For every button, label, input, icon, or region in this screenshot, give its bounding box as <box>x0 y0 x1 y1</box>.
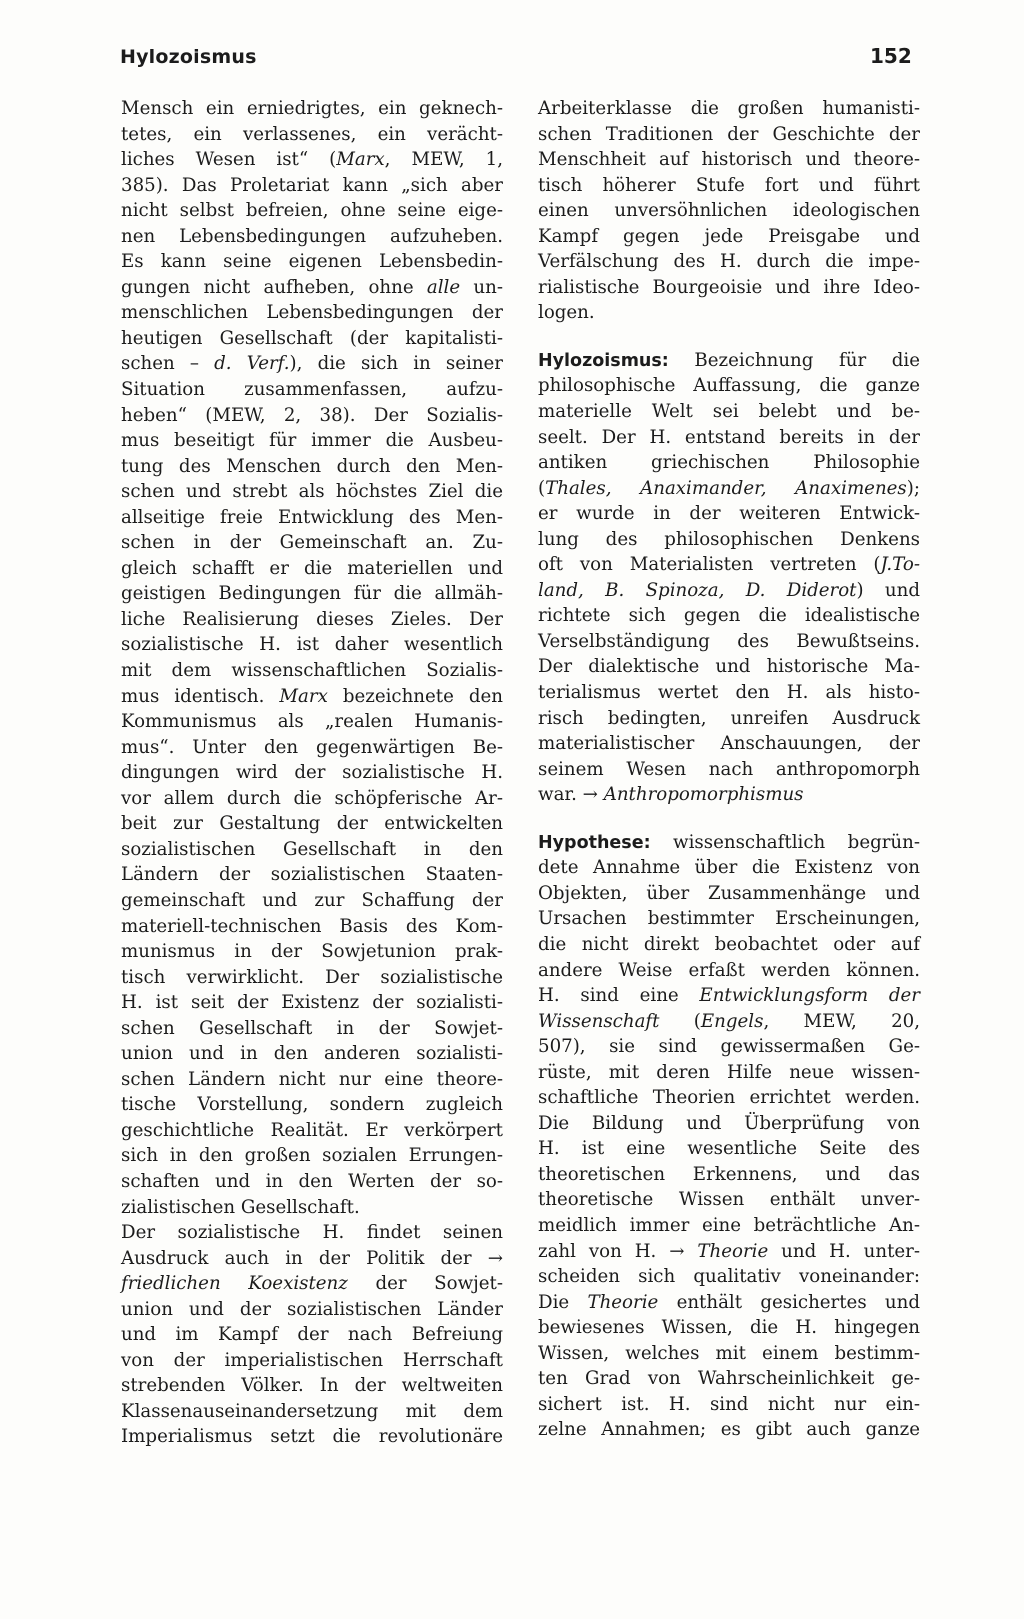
text-line: H. ist eine wesentliche Seite des <box>538 1138 920 1160</box>
text-line: mit dem wissenschaftlichen Sozialis- <box>121 660 503 682</box>
text-line: andere Weise erfaßt werden können. <box>538 959 920 981</box>
text-line: land, B. Spinoza, D. Diderot) und <box>538 579 920 601</box>
text-line: Der dialektische und historische Ma- <box>538 656 920 678</box>
text-line: tisch höherer Stufe fort und führt <box>538 174 920 196</box>
text-line: risch bedingten, unreifen Ausdruck <box>538 707 920 729</box>
entry-hylozoismus <box>538 348 920 808</box>
text-line: dingungen wird der sozialistische H. <box>121 762 503 784</box>
text-line: tische Vorstellung, sondern zugleich <box>121 1094 503 1116</box>
text-line: Objekten, über Zusammenhänge und <box>538 882 920 904</box>
text-line: union und in den anderen sozialisti- <box>121 1043 503 1065</box>
text-line: 385). Das Proletariat kann „sich aber <box>121 174 503 196</box>
text-line: Arbeiterklasse die großen humanisti- <box>538 98 920 119</box>
text-line: gemeinschaft und zur Schaffung der <box>121 889 503 911</box>
text-line: Mensch ein erniedrigtes, ein geknech- <box>121 98 503 119</box>
text-line: ten Grad von Wahrscheinlichkeit ge- <box>538 1368 920 1390</box>
text-line: schaften und in den Werten der so- <box>121 1170 503 1192</box>
text-line: meidlich immer eine beträchtliche An- <box>538 1214 920 1236</box>
text-line: sozialistischen Gesellschaft in den <box>121 838 503 860</box>
text-line: seelt. Der H. entstand bereits in der <box>538 426 920 448</box>
text-line: seinem Wesen nach anthropomorph <box>538 758 920 780</box>
text-line: nen Lebensbedingungen aufzuheben. <box>121 225 503 247</box>
running-head: Hylozoismus <box>120 46 257 68</box>
text-line: zialistischen Gesellschaft. <box>121 1196 360 1218</box>
text-line: tisch verwirklicht. Der sozialistische <box>121 966 503 988</box>
text-line: union und der sozialistischen Länder <box>121 1298 503 1320</box>
text-line: zelne Annahmen; es gibt auch ganze <box>538 1419 920 1441</box>
text-line: Ursachen bestimmter Erscheinungen, <box>538 908 920 930</box>
text-line: Der sozialistische H. findet seinen <box>121 1222 503 1244</box>
text-line: Die Bildung und Überprüfung von <box>538 1112 920 1134</box>
text-line: 507), sie sind gewissermaßen Ge- <box>538 1036 920 1058</box>
text-line: materialistischer Anschauungen, der <box>538 733 920 755</box>
text-line: richtete sich gegen die idealistische <box>538 605 920 627</box>
text-line: sichert ist. H. sind nicht nur ein- <box>538 1393 920 1415</box>
text-line: geistigen Bedingungen für die allmäh- <box>121 583 503 605</box>
text-line: Kommunismus als „realen Humanis- <box>121 711 503 733</box>
text-line: oft von Materialisten vertreten (J.To- <box>538 554 920 576</box>
text-line: munismus in der Sowjetunion prak- <box>121 941 503 963</box>
text-line: heben“ (MEW, 2, 38). Der Sozialis- <box>121 404 503 426</box>
text-line: schen und strebt als höchstes Ziel die <box>121 481 503 503</box>
text-line: tung des Menschen durch den Men- <box>121 455 503 477</box>
entry-first-line <box>538 830 920 856</box>
text-line: scheiden sich qualitativ voneinander: <box>538 1266 920 1288</box>
text-line: rialistische Bourgeoisie und ihre Ideo- <box>538 276 920 298</box>
text-line: Ausdruck auch in der Politik der → <box>121 1247 503 1269</box>
text-line: Ländern der sozialistischen Staaten- <box>121 864 503 886</box>
left-column <box>121 96 503 1450</box>
text-line: Wissenschaft (Engels, MEW, 20, <box>538 1010 920 1032</box>
text-line: mus beseitigt für immer die Ausbeu- <box>121 430 503 452</box>
entry-hypothese <box>538 830 920 1443</box>
text-line: einen unversöhnlichen ideologischen <box>538 200 920 222</box>
text-line: er wurde in der weiteren Entwick- <box>538 503 920 525</box>
text-line: materiell-technischen Basis des Kom- <box>121 915 503 937</box>
text-line: antiken griechischen Philosophie <box>538 452 920 474</box>
text-line: terialismus wertet den H. als histo- <box>538 682 920 704</box>
text-line: schen in der Gemeinschaft an. Zu- <box>121 532 503 554</box>
text-line: schen – d. Verf.), die sich in seiner <box>121 353 503 375</box>
text-line: menschlichen Lebensbedingungen der <box>121 302 503 324</box>
text-line: Die Theorie enthält gesichertes und <box>538 1291 920 1313</box>
text-line: Situation zusammenfassen, aufzu- <box>121 379 503 401</box>
text-line: schen Ländern nicht nur eine theore- <box>121 1068 503 1090</box>
text-line: beit zur Gestaltung der entwickelten <box>121 813 503 835</box>
text-line: wissenschaftlich begrün- <box>650 831 920 853</box>
page-number: 152 <box>870 44 912 68</box>
text-line: allseitige freie Entwicklung des Men- <box>121 506 503 528</box>
text-line: zahl von H. → Theorie und H. unter- <box>538 1240 920 1262</box>
text-line: geschichtliche Realität. Er verkörpert <box>121 1119 503 1141</box>
text-line: schaftliche Theorien errichtet werden. <box>538 1087 920 1109</box>
text-line: rüste, mit deren Hilfe neue wissen- <box>538 1061 920 1083</box>
text-line: gungen nicht aufheben, ohne alle un- <box>121 276 504 298</box>
entry-headword: Hypothese: <box>538 832 651 853</box>
text-line: philosophische Auffassung, die ganze <box>538 375 920 397</box>
text-line: liche Realisierung dieses Zieles. Der <box>121 608 503 630</box>
text-line: Bezeichnung für die <box>668 349 920 371</box>
text-line: mus identisch. Marx bezeichnete den <box>121 685 503 707</box>
text-line: gleich schafft er die materiellen und <box>121 557 503 579</box>
text-line: sozialistische H. ist daher wesentlich <box>121 634 503 656</box>
text-line: von der imperialistischen Herrschaft <box>121 1349 503 1371</box>
text-line: Wissen, welches mit einem bestimm- <box>538 1342 920 1364</box>
text-line: Es kann seine eigenen Lebensbedin- <box>121 251 503 273</box>
text-line: schen Gesellschaft in der Sowjet- <box>121 1017 503 1039</box>
text-line: Menschheit auf historisch und theore- <box>538 149 920 171</box>
text-line: (Thales, Anaximander, Anaximenes); <box>538 477 920 499</box>
text-line: bewiesenes Wissen, die H. hingegen <box>538 1317 920 1339</box>
text-line: strebenden Völker. In der weltweiten <box>121 1375 503 1397</box>
text-line: war. → Anthropomorphismus <box>538 784 804 806</box>
text-line: friedlichen Koexistenz der Sowjet- <box>121 1273 504 1295</box>
text-line: theoretische Wissen enthält unver- <box>538 1189 920 1211</box>
text-line: Verselbständigung des Bewußtseins. <box>538 630 920 652</box>
text-line: lung des philosophischen Denkens <box>538 528 920 550</box>
text-line: Imperialismus setzt die revolutionäre <box>121 1426 503 1448</box>
text-line: schen Traditionen der Geschichte der <box>538 123 920 145</box>
text-line: vor allem durch die schöpferische Ar- <box>121 787 503 809</box>
text-line: materielle Welt sei belebt und be- <box>538 401 920 423</box>
continuation-paragraph <box>538 96 920 326</box>
text-line: H. ist seit der Existenz der sozialisti- <box>121 992 503 1014</box>
text-line: Verfälschung des H. durch die impe- <box>538 251 920 273</box>
right-column <box>538 96 920 1443</box>
text-line: sich in den großen sozialen Errungen- <box>121 1145 503 1167</box>
text-line: und im Kampf der nach Befreiung <box>121 1324 503 1346</box>
text-line: dete Annahme über die Existenz von <box>538 857 920 879</box>
text-line: mus“. Unter den gegenwärtigen Be- <box>121 736 503 758</box>
text-line: Klassenauseinandersetzung mit dem <box>121 1400 503 1422</box>
text-line: liches Wesen ist“ (Marx, MEW, 1, <box>121 149 503 171</box>
text-line: die nicht direkt beobachtet oder auf <box>538 933 920 955</box>
text-line: tetes, ein verlassenes, ein verächt- <box>121 123 503 145</box>
text-line: Kampf gegen jede Preisgabe und <box>538 225 920 247</box>
text-line: heutigen Gesellschaft (der kapitalisti- <box>121 327 503 349</box>
entry-first-line <box>538 348 920 374</box>
entry-headword: Hylozoismus: <box>538 350 669 371</box>
text-line: nicht selbst befreien, ohne seine eige- <box>121 200 503 222</box>
text-line: logen. <box>538 302 595 324</box>
text-line: H. sind eine Entwicklungsform der <box>538 985 920 1007</box>
text-line: theoretischen Erkennens, und das <box>538 1163 920 1185</box>
